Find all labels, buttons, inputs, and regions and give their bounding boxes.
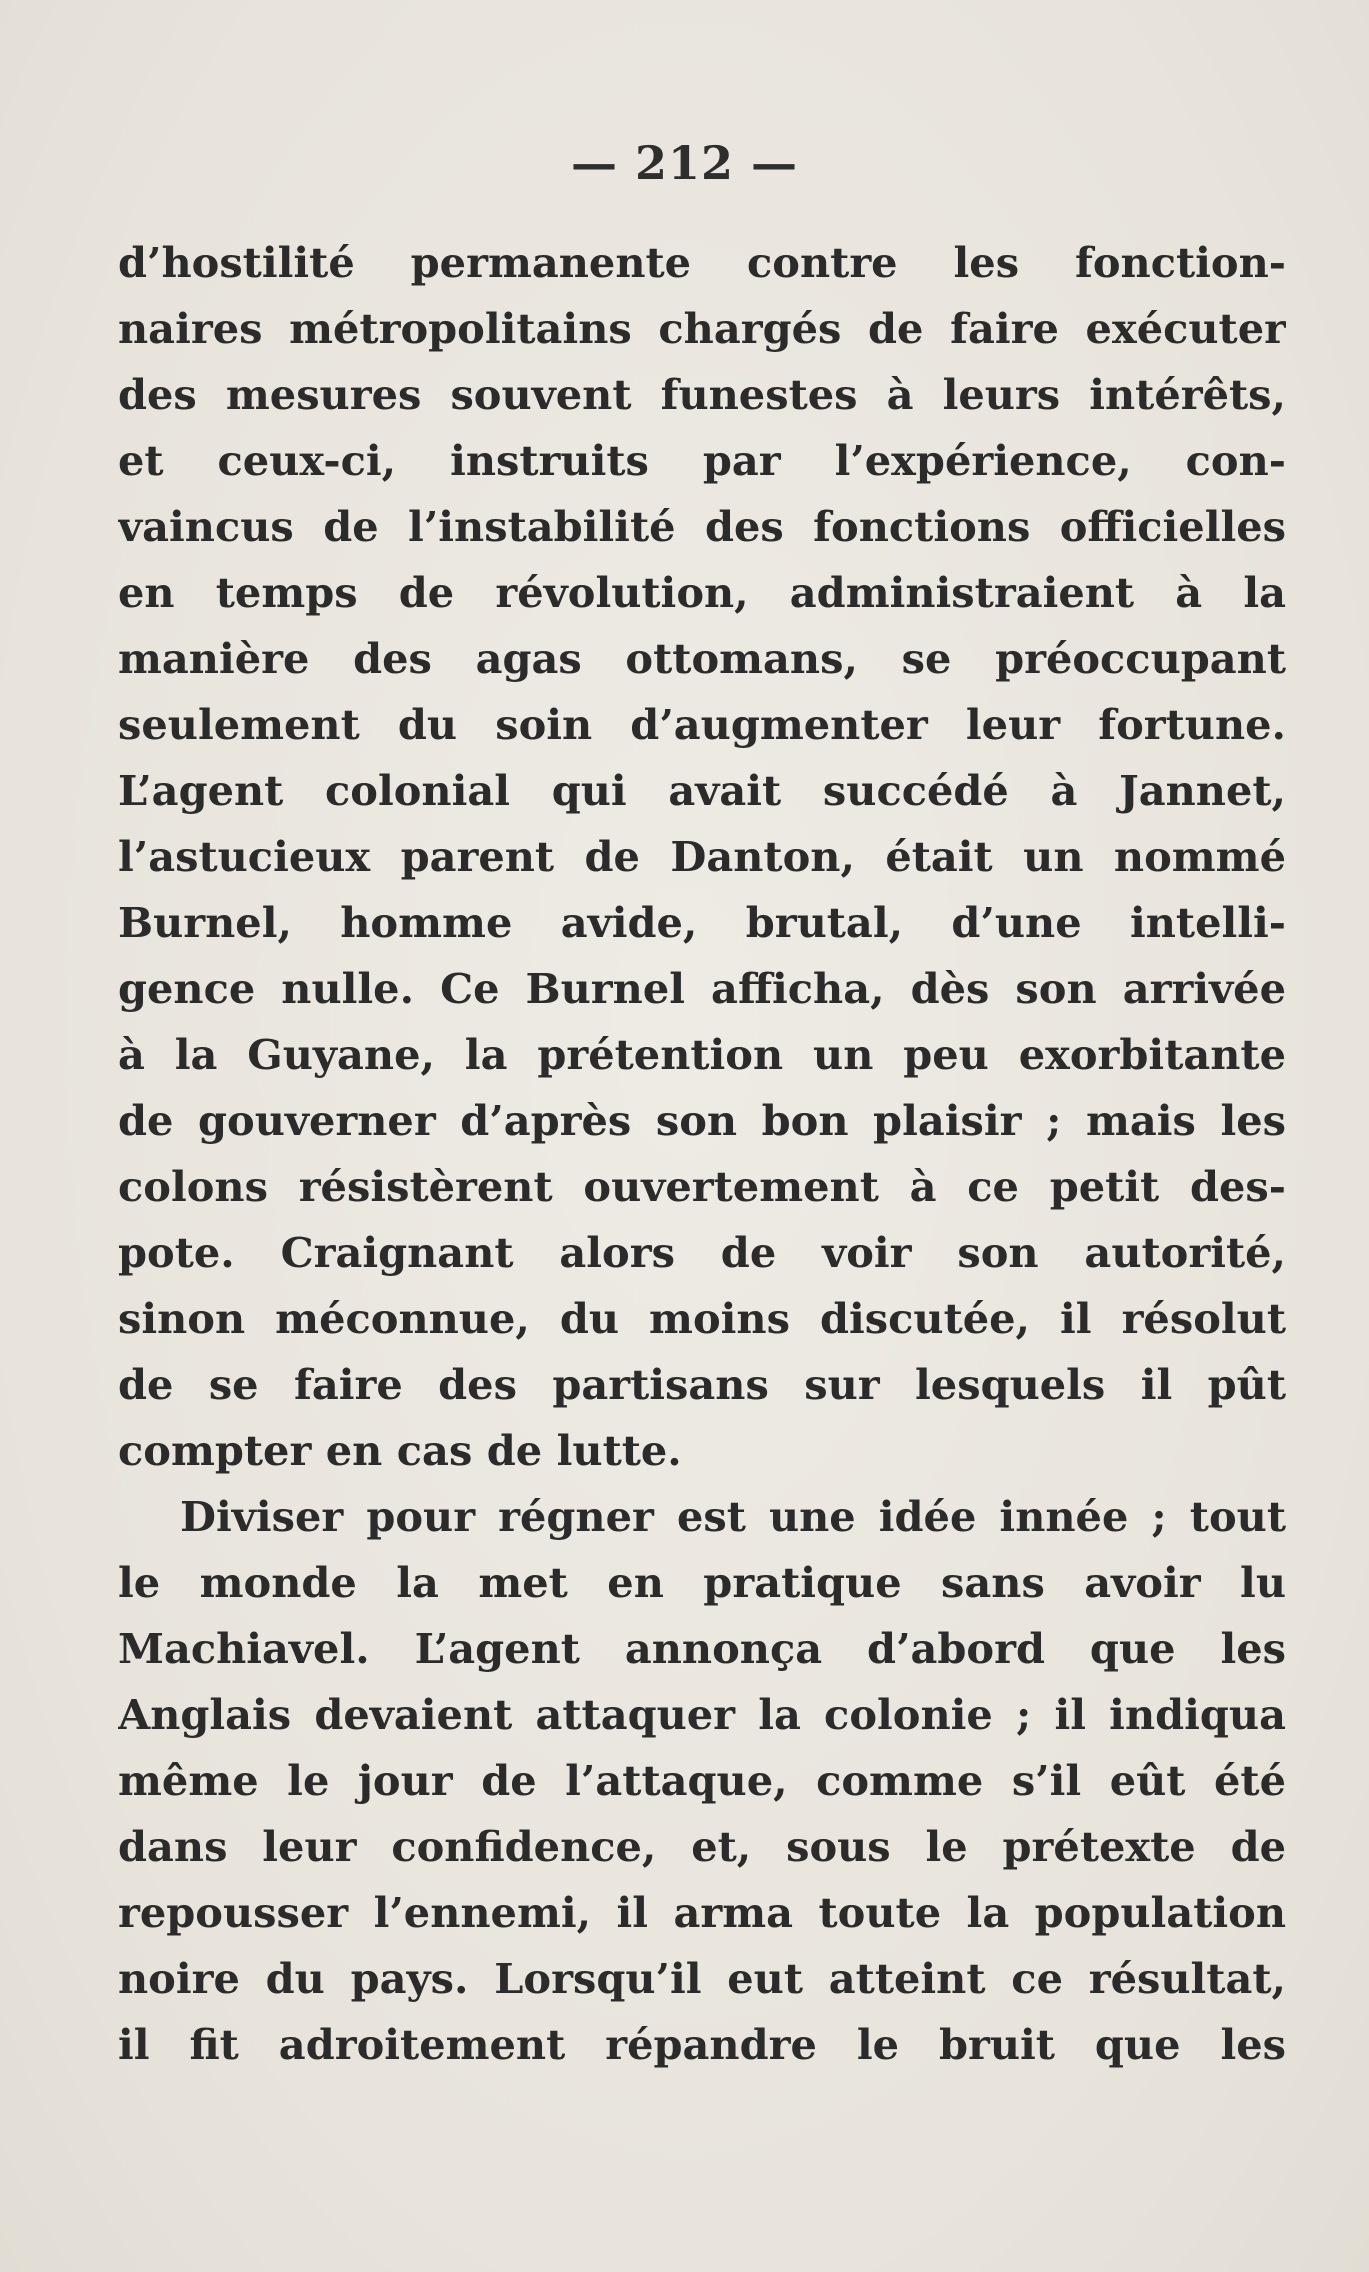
text-line: sinon méconnue, du moins discutée, il résolut: [118, 1294, 1286, 1343]
text-line: pote. Craignant alors de voir son autorité,: [118, 1228, 1286, 1277]
text-line: des mesures souvent funestes à leurs intérêts,: [118, 370, 1286, 419]
text-line: Diviser pour régner est une idée innée ; tout: [180, 1492, 1286, 1541]
text-line: l’astucieux parent de Danton, était un nommé: [118, 832, 1286, 881]
text-line: à la Guyane, la prétention un peu exorbitante: [118, 1030, 1286, 1079]
text-line: même le jour de l’attaque, comme s’il eût été: [118, 1756, 1286, 1805]
text-line: repousser l’ennemi, il arma toute la population: [118, 1888, 1286, 1937]
paragraph-2: [118, 1484, 1286, 2078]
text-line: manière des agas ottomans, se préoccupant: [118, 634, 1286, 683]
text-line: de se faire des partisans sur lesquels il pût: [118, 1360, 1286, 1409]
page-number: — 212 —: [570, 136, 799, 190]
text-line: Anglais devaient attaquer la colonie ; il indiqua: [118, 1690, 1286, 1739]
text-line: dans leur confidence, et, sous le prétexte de: [118, 1822, 1286, 1871]
text-line: de gouverner d’après son bon plaisir ; mais les: [118, 1096, 1286, 1145]
text-line: il fit adroitement répandre le bruit que les: [118, 2020, 1286, 2069]
paragraph-1: [118, 230, 1286, 1484]
text-line: naires métropolitains chargés de faire exécuter: [118, 304, 1286, 353]
text-line: seulement du soin d’augmenter leur fortune.: [118, 700, 1286, 749]
body-text: [118, 230, 1286, 2078]
text-line: compter en cas de lutte.: [118, 1426, 682, 1475]
text-line: le monde la met en pratique sans avoir lu: [118, 1558, 1286, 1607]
text-line: Machiavel. L’agent annonça d’abord que les: [118, 1624, 1286, 1673]
text-line: colons résistèrent ouvertement à ce petit des-: [118, 1162, 1286, 1211]
text-line: et ceux-ci, instruits par l’expérience, con-: [118, 436, 1286, 485]
text-line: en temps de révolution, administraient à la: [118, 568, 1286, 617]
text-line: noire du pays. Lorsqu’il eut atteint ce résultat,: [118, 1954, 1286, 2003]
text-line: L’agent colonial qui avait succédé à Jannet,: [118, 766, 1286, 815]
text-line: Burnel, homme avide, brutal, d’une intelli-: [118, 898, 1286, 947]
text-line: gence nulle. Ce Burnel afficha, dès son arrivée: [118, 964, 1286, 1013]
text-line: vaincus de l’instabilité des fonctions officielles: [118, 502, 1286, 551]
text-line: d’hostilité permanente contre les fonction-: [118, 238, 1286, 287]
